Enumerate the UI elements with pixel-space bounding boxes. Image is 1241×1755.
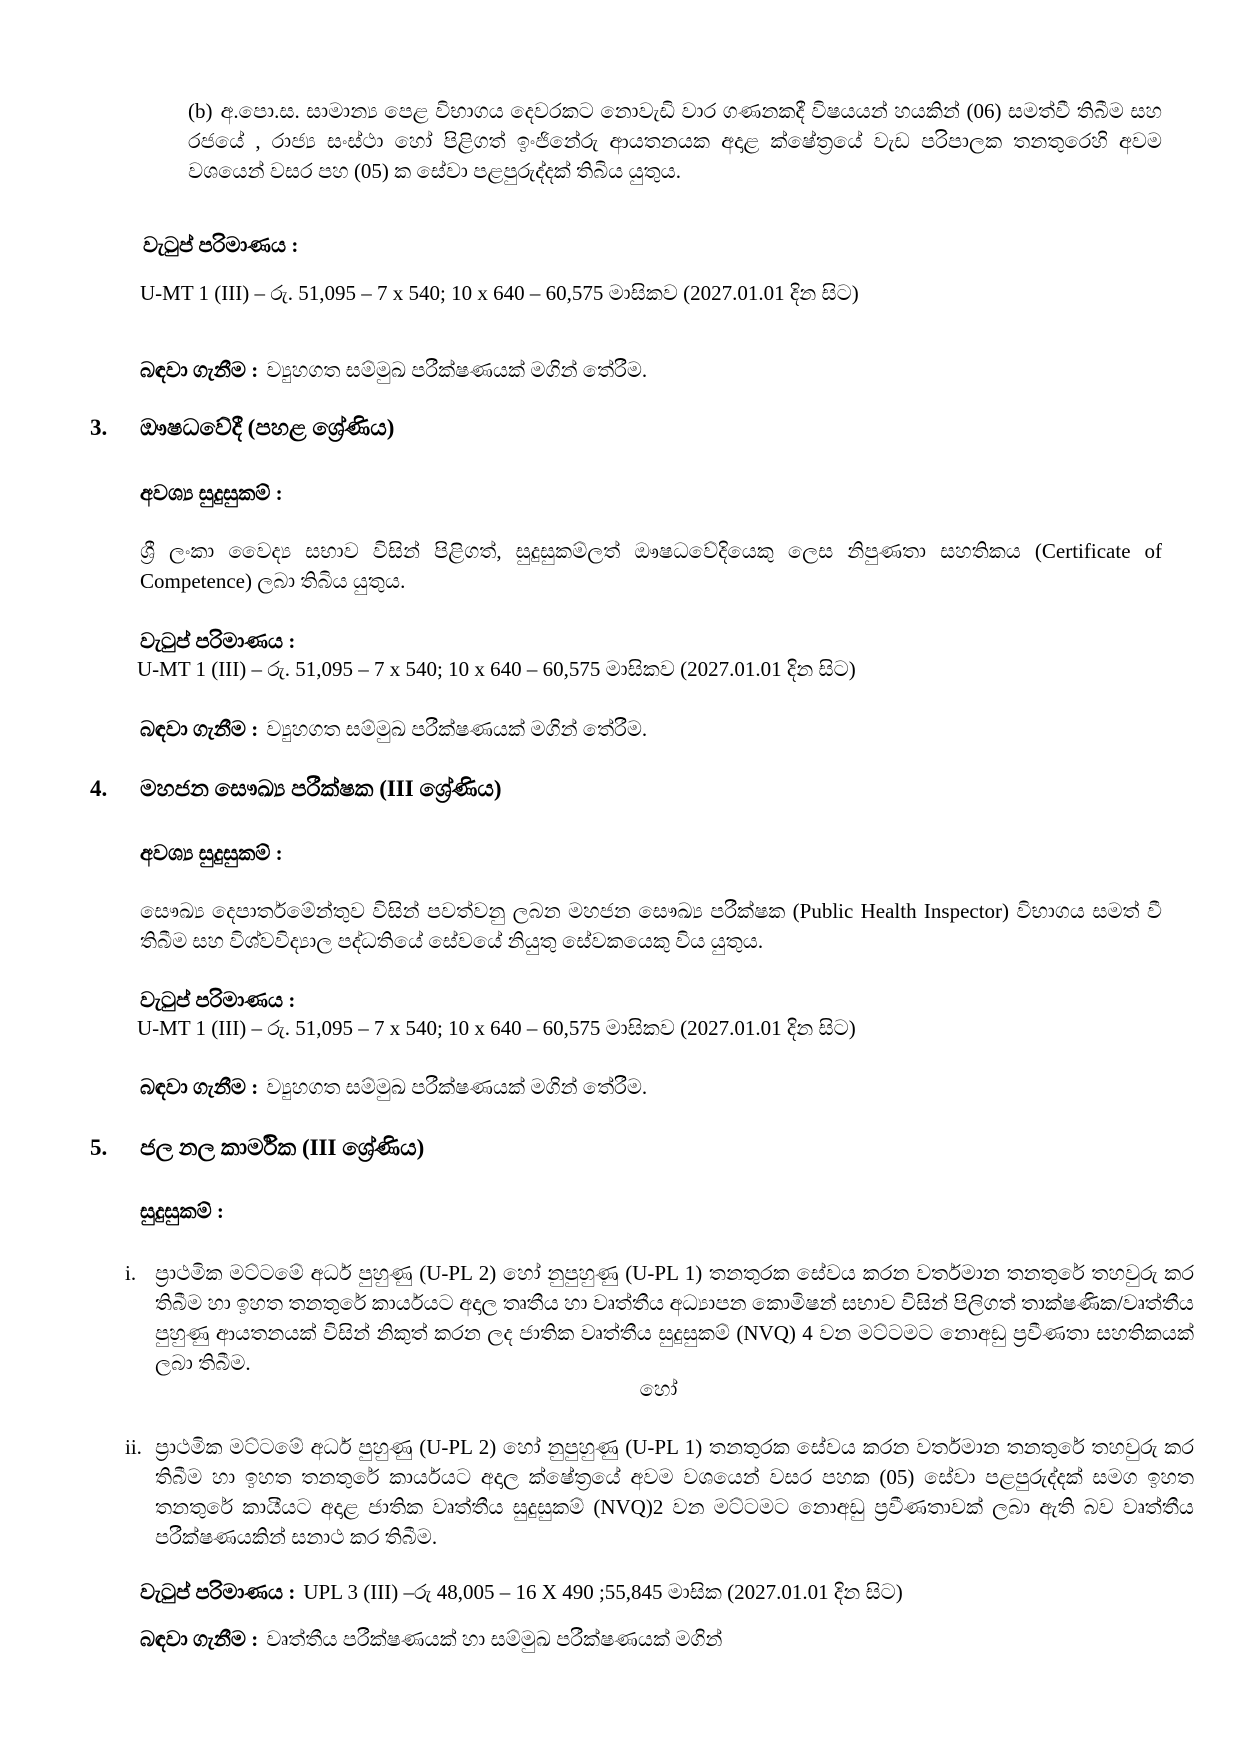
post4-title: මහජන සෞඛ්‍ය පරීක්ෂක (III ශ්‍රේණිය) bbox=[140, 776, 502, 801]
post4-recruitment-line bbox=[140, 1072, 647, 1102]
or-separator: හෝ bbox=[639, 1377, 678, 1401]
post2-recruitment-value: ව්‍යුහගත සම්මුඛ පරීක්ෂණයක් මගින් තේරීම. bbox=[266, 358, 648, 382]
post3-salary-label: වැටුප් පරිමාණය : bbox=[140, 629, 296, 653]
post2-recruitment-line bbox=[140, 355, 647, 385]
post3-recruitment-label: බඳවා ගැනීම : bbox=[140, 717, 259, 741]
post3-qualifications-label: අවශ්‍ය සුදුසුකම් : bbox=[140, 481, 283, 505]
item-ii-text: ප්‍රාථමික මට්ටමේ අර්ධ පුහුණු (U-PL 2) හෝ නුපුහුණු (U-PL 1) තනතුරක සේවය කරන වර්තමාන තනතුරේ තහවුරු කර තිබීම හා ඉහත තනතුරේ කාර්යයට අදාල ක්ෂේත්‍රයේ අවම වශයෙන් වසර පහක (05) සේවා පළපුරුද්දක් සමග ඉහත තනතුරේ කායීයට අදාළ ජාතික වෘත්තීය සුදුසුකම් (NVQ)2 වන මට්ටමට නොඅඩු ප්‍රවීණතාවක් ලබා ඇති බව වෘත්තීය පරීක්ෂණයකින් සනාථ කර තිබීම. bbox=[155, 1435, 1194, 1549]
post5-salary-label: වැටුප් පරිමාණය : bbox=[140, 1580, 296, 1604]
post5-salary-line bbox=[140, 1577, 903, 1607]
post3-qualifications-text: ශ්‍රී ලංකා වෛද්‍ය සභාව විසින් පිළිගත්, සුදුසුකම්ලත් ඖෂධවේදියෙකු ලෙස නිපුණතා සහතිකය (Certificate of Competence) ලබා තිබිය යුතුය. bbox=[140, 539, 1162, 593]
post5-title: ජල නල කාර්මික (III ශ්‍රේණිය) bbox=[140, 1135, 425, 1160]
post5-number: 5. bbox=[90, 1135, 108, 1160]
post4-recruitment-value: ව්‍යුහගත සම්මුඛ පරීක්ෂණයක් මගින් තේරීම. bbox=[266, 1075, 648, 1099]
post5-qualification-item-i bbox=[123, 1258, 1194, 1378]
post2-salary-value: U-MT 1 (III) – රු. 51,095 – 7 x 540; 10 x 640 – 60,575 මාසිකව (2027.01.01 දින සිට) bbox=[140, 281, 859, 305]
post4-qualifications-label: අවශ්‍ය සුදුසුකම් : bbox=[140, 841, 283, 865]
post5-recruitment-label: බඳවා ගැනීම : bbox=[140, 1627, 259, 1651]
post3-number: 3. bbox=[90, 415, 108, 440]
item-ii-marker: ii. bbox=[125, 1435, 142, 1459]
clause-b-text: අ.පො.ස. සාමාන්‍ය පෙළ විභාගය දෙවරකට නොවැඩි වාර ගණනකදී විෂයයන් හයකින් (06) සමත්වී තිබීම සහ රජයේ , රාජ්‍ය සංස්ථා හෝ පිළිගත් ඉංජිනේරු ආයතනයක අදාළ ක්ෂේත්‍රයේ වැඩ පරිපාලක තනතුරෙහි අවම වශයෙන් වසර පහ (05) ක සේවා පළපුරුද්දක් තිබිය යුතුය. bbox=[188, 99, 1162, 183]
post4-recruitment-label: බඳවා ගැනීම : bbox=[140, 1075, 259, 1099]
post5-qualifications-label: සුදුසුකම් : bbox=[140, 1199, 224, 1223]
post3-heading bbox=[90, 413, 394, 443]
post5-salary-value: UPL 3 (III) –රු 48,005 – 16 X 490 ;55,845 මාසික (2027.01.01 දින සිට) bbox=[303, 1580, 903, 1604]
post5-qualification-item-ii bbox=[123, 1432, 1194, 1552]
post5-heading bbox=[90, 1133, 424, 1163]
item-i-text: ප්‍රාථමික මට්ටමේ අර්ධ පුහුණු (U-PL 2) හෝ නුපුහුණු (U-PL 1) තනතුරක සේවය කරන වර්තමාන තනතුරේ තහවුරු කර තිබීම හා ඉහත තනතුරේ කාර්යයට අදාල තෘතීය හා වෘත්තීය අධ්‍යාපන කොමිෂන් සභාව විසින් පිලිගත් තාක්ෂණික/වෘත්තීය පුහුණු ආයතනයක් විසින් නිකුත් කරන ලද ජාතික වෘත්තීය සුදුසුකම් (NVQ) 4 වන මට්ටමට නොඅඩු ප්‍රවීණතා සහතිකයක් ලබා තිබීම. bbox=[155, 1261, 1194, 1375]
post2-salary-label: වැටුප් පරිමාණය : bbox=[143, 233, 299, 257]
post5-recruitment-line bbox=[140, 1624, 722, 1654]
post3-title: ඖෂධවේදී (පහළ ශ්‍රේණිය) bbox=[140, 415, 395, 440]
post2-recruitment-label: බඳවා ගැනීම : bbox=[140, 358, 259, 382]
post4-salary-value: U-MT 1 (III) – රු. 51,095 – 7 x 540; 10 x 640 – 60,575 මාසිකව (2027.01.01 දින සිට) bbox=[137, 1016, 856, 1040]
post5-recruitment-value: වෘත්තීය පරීක්ෂණයක් හා සම්මුඛ පරීක්ෂණයක් මගින් bbox=[266, 1627, 723, 1651]
post4-qualifications-text: සෞඛ්‍ය දෙපාර්තමේන්තුව විසින් පවත්වනු ලබන මහජන සෞඛ්‍ය පරීක්ෂක (Public Health Inspector) විභාගය සමත් වී තිබීම සහ විශ්වවිද්‍යාල පද්ධතියේ සේවයේ නියුතු සේවකයෙකු විය යුතුය. bbox=[140, 899, 1162, 953]
clause-b-marker: (b) bbox=[188, 99, 213, 123]
post4-number: 4. bbox=[90, 776, 108, 801]
post3-recruitment-line bbox=[140, 714, 647, 744]
post4-salary-label: වැටුප් පරිමාණය : bbox=[140, 988, 296, 1012]
post3-recruitment-value: ව්‍යුහගත සම්මුඛ පරීක්ෂණයක් මගින් තේරීම. bbox=[266, 717, 648, 741]
clause-b-paragraph bbox=[188, 96, 1162, 186]
item-i-marker: i. bbox=[125, 1261, 137, 1285]
post3-salary-value: U-MT 1 (III) – රු. 51,095 – 7 x 540; 10 x 640 – 60,575 මාසිකව (2027.01.01 දින සිට) bbox=[137, 657, 856, 681]
post4-heading bbox=[90, 774, 502, 804]
